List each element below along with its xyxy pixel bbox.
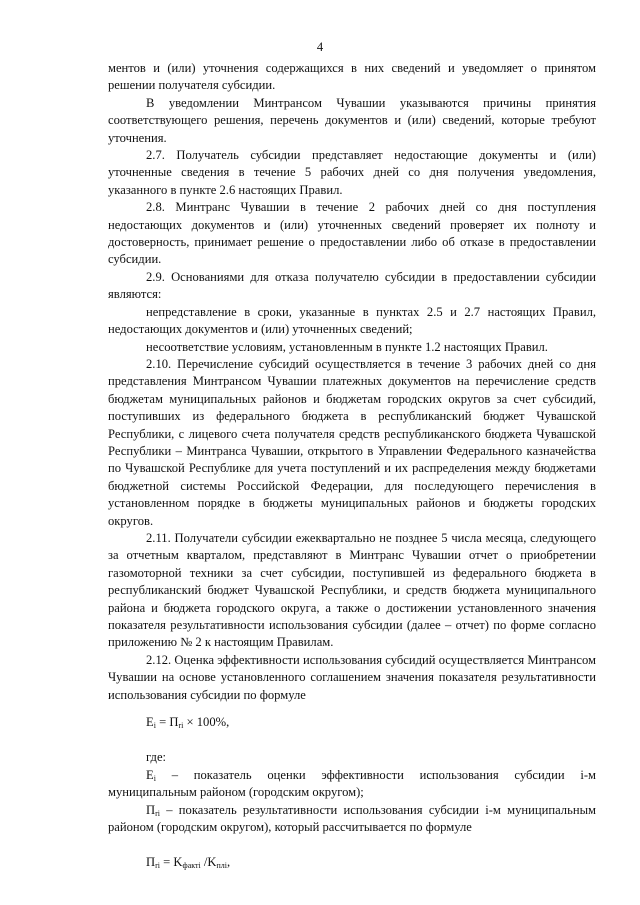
- definition-p-symbol: П: [146, 802, 156, 817]
- definition-p-text: – показатель результативности использования субсидии i-м муниципальным районом (городским округом), который рассчитывается по формуле: [108, 802, 596, 835]
- formula2-k-plan-symbol: K: [207, 855, 217, 870]
- formula2-k-fact-subscript: факті: [182, 861, 201, 871]
- paragraph-2-11: 2.11. Получатели субсидии ежеквартально не позднее 5 числа месяца, следующего за отчетным кварталом, представляют в Минтранс Чувашии отчет о приобретении газомоторной техники за счет субсидии, поступившей из федерального бюджета в республиканский бюджет Чувашской Республики, и средств бюджета муниципального района и бюджета городского округа, а также о достижении установленного значения показателя результативности использования субсидии (далее – отчет) по форме согласно приложению № 2 к настоящим Правилам.: [108, 530, 596, 650]
- definition-e: [108, 767, 596, 802]
- definition-e-subscript: i: [153, 773, 156, 783]
- formula-result: [108, 854, 596, 871]
- definition-e-text: – показатель оценки эффективности использования субсидии i-м муниципальным районом (городским округом);: [108, 767, 596, 800]
- paragraph-continuation: ментов и (или) уточнения содержащихся в них сведений и уведомляет о принятом решении получателя субсидии.: [108, 61, 596, 93]
- formula-e-subscript: i: [153, 721, 156, 731]
- formula2-equals: =: [160, 855, 174, 870]
- document-body: [108, 60, 596, 872]
- paragraph-notification: В уведомлении Минтрансом Чувашии указываются причины принятия соответствующего решения, перечень документов и (или) сведений, которые требуют уточнения.: [108, 95, 596, 145]
- paragraph-2-10: 2.10. Перечисление субсидий осуществляется в течение 3 рабочих дней со дня представления Минтрансом Чувашии платежных документов на перечисление средств бюджетам муниципальных районов и бюджетам городских округов за счет субсидий, поступивших из федерального бюджета в республиканский бюджет Чувашской Республики, с лицевого счета получателя средств республиканского бюджета Чувашской Республики – Минтранса Чувашии, открытого в Управлении Федерального казначейства по Чувашской Республике для учета поступлений и их распределения между бюджетами бюджетной системы Российской Федерации, для последующего перечисления в установленном порядке в бюджеты муниципальных районов и бюджеты городских округов.: [108, 356, 596, 528]
- paragraph-2-9: 2.9. Основаниями для отказа получателю субсидии в предоставлении субсидии являются:: [108, 269, 596, 302]
- formula2-k-plan-subscript: плі: [216, 861, 228, 871]
- paragraph-2-12: 2.12. Оценка эффективности использования субсидий осуществляется Минтрансом Чувашии на основе установленного соглашением значения показателя результативности использования субсидии по формуле: [108, 652, 596, 702]
- formula-multiplier: × 100%,: [183, 715, 230, 730]
- formula2-slash: /: [200, 855, 208, 870]
- paragraph-2-9-item-1: непредставление в сроки, указанные в пунктах 2.5 и 2.7 настоящих Правил, недостающих документов и (или) уточненных сведений;: [108, 304, 596, 337]
- paragraph-2-7: 2.7. Получатель субсидии представляет недостающие документы и (или) уточненные сведения в течение 5 рабочих дней со дня получения уведомления, указанного в пункте 2.6 настоящих Правил.: [108, 148, 596, 197]
- formula-equals: =: [155, 715, 170, 730]
- page-number: 4: [316, 40, 324, 54]
- formula-p-subscript: ri: [178, 721, 184, 731]
- definition-p: [108, 802, 596, 837]
- formula-p-symbol: П: [169, 715, 179, 730]
- formula-e-symbol: E: [146, 715, 154, 730]
- paragraph-2-9-item-2: несоответствие условиям, установленным в пункте 1.2 настоящих Правил.: [146, 339, 548, 354]
- formula2-p-subscript: ri: [155, 861, 160, 871]
- formula2-end: ,: [227, 855, 231, 870]
- formula2-p-symbol: П: [146, 855, 156, 870]
- formula-efficiency: [108, 714, 596, 731]
- formula2-k-fact-symbol: K: [173, 855, 183, 870]
- paragraph-where: где:: [146, 750, 167, 765]
- definition-p-subscript: ri: [155, 808, 160, 818]
- definition-e-symbol: E: [146, 767, 154, 782]
- paragraph-2-8: 2.8. Минтранс Чувашии в течение 2 рабочих дней со дня поступления недостающих документов и (или) уточненных сведений проверяет их полноту и достоверность, принимает решение о предоставлении либо об отказе в предоставлении субсидии.: [108, 200, 596, 267]
